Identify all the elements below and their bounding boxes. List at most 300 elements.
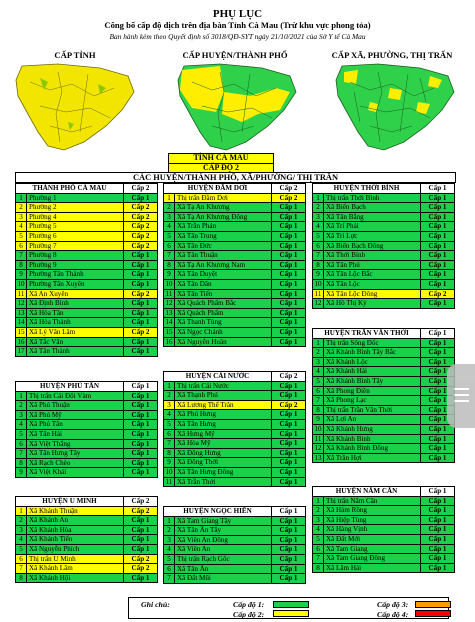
- commune-level: Cấp 1: [421, 339, 455, 349]
- row-index: 10: [313, 280, 324, 290]
- row-index: 10: [313, 425, 324, 435]
- table-row: [16, 318, 158, 328]
- table-row: [313, 358, 455, 368]
- table-row: [164, 328, 306, 338]
- commune-name: Xã Tân Tiến: [175, 290, 272, 300]
- table-row: [313, 525, 455, 535]
- commune-name: Xã Đất Mũi: [175, 574, 272, 584]
- table-row: [164, 318, 306, 328]
- commune-name: Xã Đông Hưng: [175, 449, 272, 459]
- commune-level: Cấp 1: [421, 415, 455, 425]
- commune-level: Cấp 1: [272, 280, 306, 290]
- row-index: 7: [313, 396, 324, 406]
- legend-level-3-swatch: [415, 601, 451, 608]
- district-table-ngoc-hien: [163, 506, 306, 584]
- document-heading: Công bố cấp độ dịch trên địa bàn Tỉnh Cà Mau (Trừ khu vực phong tỏa): [104, 20, 371, 30]
- row-index: 4: [313, 367, 324, 377]
- table-row: [16, 526, 158, 536]
- commune-level: Cấp 1: [272, 328, 306, 338]
- table-row: [313, 242, 455, 252]
- commune-level: Cấp 1: [272, 299, 306, 309]
- row-index: 4: [16, 535, 27, 545]
- commune-level: Cấp 1: [421, 425, 455, 435]
- commune-level: Cấp 1: [272, 203, 306, 213]
- table-row: [313, 348, 455, 358]
- commune-level: Cấp 1: [421, 535, 455, 545]
- district-table-nam-can: [312, 486, 455, 573]
- commune-name: Xã Hòa Tân: [27, 309, 124, 319]
- commune-name: Xã Khánh Bình Đông: [324, 444, 421, 454]
- row-index: 3: [16, 213, 27, 223]
- commune-level: Cấp 1: [272, 565, 306, 575]
- commune-name: Phường 8: [27, 251, 124, 261]
- row-index: 2: [16, 203, 27, 213]
- commune-level: Cấp 1: [421, 545, 455, 555]
- commune-level: Cấp 1: [421, 444, 455, 454]
- commune-level: Cấp 1: [124, 261, 158, 271]
- commune-level: Cấp 1: [124, 535, 158, 545]
- commune-name: Xã Biển Bạch: [324, 203, 421, 213]
- commune-name: Phường 6: [27, 232, 124, 242]
- commune-level: Cấp 1: [421, 506, 455, 516]
- commune-level: Cấp 1: [421, 270, 455, 280]
- district-table-tran-van-thoi: [312, 328, 455, 463]
- table-row: [16, 251, 158, 261]
- table-row: [313, 232, 455, 242]
- table-row: [164, 338, 306, 348]
- commune-name: Xã Tam Giang: [324, 545, 421, 555]
- district-name: HUYỆN THỚI BÌNH: [313, 184, 421, 194]
- row-index: 4: [313, 525, 324, 535]
- row-index: 14: [16, 318, 27, 328]
- row-index: 1: [16, 392, 27, 402]
- commune-name: Xã Biển Bạch Đông: [324, 242, 421, 252]
- district-name: HUYỆN U MINH: [16, 497, 124, 507]
- commune-name: Xã Hòa Mỹ: [175, 439, 272, 449]
- table-row: [16, 213, 158, 223]
- row-index: 8: [313, 564, 324, 574]
- commune-name: Thị trấn Cái Nước: [175, 382, 272, 392]
- commune-name: Xã Việt Thắng: [27, 440, 124, 450]
- row-index: 15: [16, 328, 27, 338]
- table-row: [16, 564, 158, 574]
- commune-level: Cấp 1: [421, 213, 455, 223]
- commune-name: Xã Trần Thới: [175, 478, 272, 488]
- row-index: 6: [16, 555, 27, 565]
- table-row: [313, 270, 455, 280]
- commune-level: Cấp 2: [124, 564, 158, 574]
- legend-level-4-swatch: [415, 610, 451, 617]
- commune-level: Cấp 1: [272, 261, 306, 271]
- row-index: 5: [164, 232, 175, 242]
- commune-level: Cấp 1: [272, 232, 306, 242]
- table-header-row: [313, 329, 455, 339]
- commune-name: Xã Phong Lạc: [324, 396, 421, 406]
- commune-name: Xã Hòa Thành: [27, 318, 124, 328]
- commune-name: Xã Khánh Hòa: [27, 526, 124, 536]
- commune-level: Cấp 1: [421, 242, 455, 252]
- table-row: [313, 194, 455, 204]
- commune-level: Cấp 1: [272, 536, 306, 546]
- row-index: 6: [313, 242, 324, 252]
- row-index: 2: [313, 203, 324, 213]
- commune-name: Xã Tân Đức: [175, 242, 272, 252]
- commune-name: Xã Phú Thuận: [27, 401, 124, 411]
- commune-level: Cấp 1: [124, 440, 158, 450]
- legend-level-2-swatch: [273, 610, 309, 617]
- commune-level: Cấp 1: [272, 574, 306, 584]
- table-row: [164, 280, 306, 290]
- table-header-row: [164, 507, 306, 517]
- commune-name: Phường 7: [27, 242, 124, 252]
- commune-name: Xã Rạch Chèo: [27, 459, 124, 469]
- commune-name: Phường 1: [27, 194, 124, 204]
- table-row: [164, 299, 306, 309]
- commune-name: Xã Tắc Vân: [27, 338, 124, 348]
- district-level: Cấp 1: [124, 382, 158, 392]
- commune-name: Phường 2: [27, 203, 124, 213]
- province-map: [10, 62, 138, 152]
- row-index: 6: [164, 242, 175, 252]
- commune-level: Cấp 1: [272, 222, 306, 232]
- commune-name: Xã Ngọc Chánh: [175, 328, 272, 338]
- row-index: 11: [313, 435, 324, 445]
- commune-level: Cấp 2: [272, 194, 306, 204]
- table-row: [164, 251, 306, 261]
- table-row: [16, 440, 158, 450]
- district-name: THÀNH PHỐ CÀ MAU: [16, 184, 124, 194]
- commune-name: Xã Thới Bình: [324, 251, 421, 261]
- table-row: [313, 406, 455, 416]
- commune-name: Xã Tân Dân: [175, 280, 272, 290]
- table-row: [164, 309, 306, 319]
- district-table-thoi-binh: [312, 183, 455, 309]
- table-row: [164, 526, 306, 536]
- commune-name: Xã Khánh Lâm: [27, 564, 124, 574]
- row-index: 8: [164, 449, 175, 459]
- row-index: 8: [16, 574, 27, 584]
- commune-name: Xã Tân Trung: [175, 232, 272, 242]
- commune-level: Cấp 1: [124, 280, 158, 290]
- table-row: [16, 574, 158, 584]
- commune-level: Cấp 1: [421, 194, 455, 204]
- table-row: [16, 347, 158, 357]
- table-row: [313, 280, 455, 290]
- table-row: [16, 555, 158, 565]
- legend-level-1-label: Cấp độ 1:: [233, 600, 265, 609]
- commune-name: Xã Tân Hưng Đông: [175, 468, 272, 478]
- commune-level: Cấp 1: [421, 348, 455, 358]
- commune-level: Cấp 1: [421, 261, 455, 271]
- commune-level: Cấp 1: [124, 270, 158, 280]
- commune-level: Cấp 2: [124, 213, 158, 223]
- table-header-row: [164, 372, 306, 382]
- row-index: 7: [16, 449, 27, 459]
- table-row: [313, 203, 455, 213]
- province-name: TỈNH CÀ MAU: [168, 153, 274, 163]
- row-index: 8: [313, 406, 324, 416]
- table-row: [16, 242, 158, 252]
- table-row: [164, 290, 306, 300]
- commune-level: Cấp 1: [124, 516, 158, 526]
- commune-name: Xã Trần Hợi: [324, 454, 421, 464]
- row-index: 17: [16, 347, 27, 357]
- commune-name: Xã Quách Phẩm: [175, 309, 272, 319]
- menu-line-icon: [454, 400, 469, 402]
- row-index: 4: [164, 410, 175, 420]
- row-index: 2: [16, 516, 27, 526]
- table-row: [16, 222, 158, 232]
- row-index: 7: [313, 554, 324, 564]
- row-index: 16: [164, 338, 175, 348]
- commune-level: Cấp 1: [421, 525, 455, 535]
- row-index: 4: [313, 222, 324, 232]
- floating-menu-handle[interactable]: [447, 364, 475, 428]
- table-row: [16, 516, 158, 526]
- row-index: 9: [164, 458, 175, 468]
- row-index: 2: [313, 348, 324, 358]
- row-index: 7: [16, 251, 27, 261]
- row-index: 10: [16, 280, 27, 290]
- table-row: [16, 535, 158, 545]
- table-row: [16, 280, 158, 290]
- district-level: Cấp 2: [124, 184, 158, 194]
- menu-line-icon: [454, 394, 469, 396]
- commune-name: Xã Tân Bằng: [324, 213, 421, 223]
- commune-level: Cấp 1: [421, 203, 455, 213]
- commune-level: Cấp 2: [272, 401, 306, 411]
- row-index: 15: [164, 328, 175, 338]
- commune-name: Thị trấn Sông Đốc: [324, 339, 421, 349]
- table-row: [16, 449, 158, 459]
- commune-name: Xã Phú Mỹ: [27, 411, 124, 421]
- commune-name: Xã Đông Thới: [175, 458, 272, 468]
- table-row: [16, 411, 158, 421]
- row-index: 13: [164, 309, 175, 319]
- commune-level: Cấp 1: [124, 468, 158, 478]
- table-row: [164, 545, 306, 555]
- commune-level: Cấp 1: [421, 358, 455, 368]
- legend-level-2-label: Cấp độ 2:: [233, 610, 265, 619]
- commune-level: Cấp 1: [124, 411, 158, 421]
- commune-name: Xã Thanh Tùng: [175, 318, 272, 328]
- row-index: 6: [164, 430, 175, 440]
- commune-level: Cấp 1: [272, 555, 306, 565]
- row-index: 9: [164, 270, 175, 280]
- commune-name: Xã Khánh Hội: [27, 574, 124, 584]
- row-index: 6: [313, 387, 324, 397]
- commune-map: [330, 62, 458, 152]
- table-row: [16, 430, 158, 440]
- table-header-row: [313, 487, 455, 497]
- commune-name: Xã Khánh Bình Tây Bắc: [324, 348, 421, 358]
- commune-name: Xã Lợi An: [324, 415, 421, 425]
- commune-level: Cấp 1: [272, 439, 306, 449]
- row-index: 7: [164, 251, 175, 261]
- commune-level: Cấp 1: [124, 574, 158, 584]
- commune-level: Cấp 1: [421, 232, 455, 242]
- table-row: [313, 425, 455, 435]
- row-index: 5: [16, 232, 27, 242]
- map-label-commune: CẤP XÃ, PHƯỜNG, THỊ TRẤN: [331, 50, 453, 60]
- table-row: [16, 203, 158, 213]
- table-row: [164, 242, 306, 252]
- commune-name: Xã Tân Ân: [175, 565, 272, 575]
- commune-name: Xã Khánh Hưng: [324, 425, 421, 435]
- commune-level: Cấp 1: [124, 347, 158, 357]
- table-row: [313, 290, 455, 300]
- row-index: 2: [164, 526, 175, 536]
- row-index: 12: [313, 299, 324, 309]
- commune-name: Xã Tân Ân Tây: [175, 526, 272, 536]
- commune-name: Xã Hiệp Tùng: [324, 516, 421, 526]
- commune-name: Phường 5: [27, 222, 124, 232]
- legend: [128, 597, 449, 619]
- commune-name: Thị trấn Rạch Gốc: [175, 555, 272, 565]
- table-row: [16, 328, 158, 338]
- row-index: 1: [16, 507, 27, 517]
- commune-name: Xã Lý Văn Lâm: [27, 328, 124, 338]
- commune-level: Cấp 1: [272, 290, 306, 300]
- commune-level: Cấp 1: [124, 338, 158, 348]
- commune-name: Xã Tân Hưng: [175, 420, 272, 430]
- commune-level: Cấp 2: [124, 507, 158, 517]
- row-index: 6: [16, 242, 27, 252]
- commune-name: Xã Tân Lộc: [324, 280, 421, 290]
- commune-level: Cấp 1: [272, 391, 306, 401]
- commune-level: Cấp 1: [272, 309, 306, 319]
- commune-level: Cấp 1: [272, 213, 306, 223]
- commune-name: Thị trấn Trần Văn Thời: [324, 406, 421, 416]
- row-index: 4: [16, 420, 27, 430]
- table-row: [164, 430, 306, 440]
- table-row: [164, 468, 306, 478]
- row-index: 3: [164, 213, 175, 223]
- row-index: 5: [16, 545, 27, 555]
- table-row: [313, 396, 455, 406]
- table-row: [16, 261, 158, 271]
- district-level: Cấp 1: [421, 184, 455, 194]
- commune-level: Cấp 1: [421, 554, 455, 564]
- commune-name: Xã Tân Thuận: [175, 251, 272, 261]
- commune-name: Xã Việt Khái: [27, 468, 124, 478]
- commune-level: Cấp 1: [421, 454, 455, 464]
- commune-level: Cấp 2: [124, 555, 158, 565]
- table-row: [16, 309, 158, 319]
- district-name: HUYỆN CÁI NƯỚC: [164, 372, 272, 382]
- district-table-cai-nuoc: [163, 371, 306, 487]
- table-row: [16, 232, 158, 242]
- commune-name: Xã Viên An Đông: [175, 536, 272, 546]
- district-table-dam-doi: [163, 183, 306, 347]
- table-header-row: [16, 184, 158, 194]
- commune-level: Cấp 1: [272, 478, 306, 488]
- commune-level: Cấp 1: [124, 299, 158, 309]
- district-name: HUYỆN NĂM CĂN: [313, 487, 421, 497]
- commune-name: Xã Tam Giang Tây: [175, 517, 272, 527]
- commune-level: Cấp 1: [272, 242, 306, 252]
- row-index: 1: [16, 194, 27, 204]
- commune-name: Xã Khánh Bình: [324, 435, 421, 445]
- row-index: 1: [313, 497, 324, 507]
- commune-level: Cấp 1: [272, 382, 306, 392]
- row-index: 5: [164, 420, 175, 430]
- commune-level: Cấp 1: [272, 468, 306, 478]
- commune-name: Xã Viên An: [175, 545, 272, 555]
- district-name: HUYỆN TRẦN VĂN THỜI: [313, 329, 421, 339]
- commune-name: Thị trấn Cái Đôi Vàm: [27, 392, 124, 402]
- table-row: [313, 554, 455, 564]
- commune-name: Phường Tân Xuyên: [27, 280, 124, 290]
- row-index: 3: [16, 411, 27, 421]
- table-row: [164, 420, 306, 430]
- commune-level: Cấp 1: [124, 309, 158, 319]
- commune-level: Cấp 1: [272, 318, 306, 328]
- commune-level: Cấp 1: [124, 430, 158, 440]
- legend-level-1-swatch: [273, 601, 309, 608]
- district-level: Cấp 2: [272, 184, 306, 194]
- row-index: 2: [164, 203, 175, 213]
- commune-name: Xã Hưng Mỹ: [175, 430, 272, 440]
- table-row: [164, 213, 306, 223]
- commune-name: Xã Khánh An: [27, 516, 124, 526]
- legend-level-3-label: Cấp độ 3:: [377, 600, 409, 609]
- commune-name: Xã Tam Giang Đông: [324, 554, 421, 564]
- row-index: 14: [164, 318, 175, 328]
- row-index: 6: [16, 440, 27, 450]
- row-index: 2: [164, 391, 175, 401]
- row-index: 5: [164, 555, 175, 565]
- table-row: [164, 478, 306, 488]
- commune-level: Cấp 1: [421, 564, 455, 574]
- row-index: 11: [16, 290, 27, 300]
- row-index: 9: [313, 415, 324, 425]
- commune-name: Xã Thạnh Phú: [175, 391, 272, 401]
- commune-level: Cấp 1: [124, 526, 158, 536]
- table-row: [313, 251, 455, 261]
- commune-level: Cấp 1: [421, 222, 455, 232]
- district-level: Cấp 2: [124, 497, 158, 507]
- row-index: 5: [313, 232, 324, 242]
- commune-level: Cấp 2: [124, 328, 158, 338]
- row-index: 3: [313, 358, 324, 368]
- commune-level: Cấp 2: [421, 290, 455, 300]
- row-index: 2: [16, 401, 27, 411]
- table-row: [16, 420, 158, 430]
- commune-name: Xã Khánh Bình Tây: [324, 377, 421, 387]
- row-index: 8: [313, 261, 324, 271]
- table-header-row: [16, 497, 158, 507]
- commune-name: Xã An Xuyên: [27, 290, 124, 300]
- commune-name: Xã Đất Mới: [324, 535, 421, 545]
- row-index: 10: [164, 280, 175, 290]
- row-index: 2: [313, 506, 324, 516]
- commune-level: Cấp 2: [124, 232, 158, 242]
- commune-name: Xã Nguyễn Phích: [27, 545, 124, 555]
- commune-name: Xã Lâm Hải: [324, 564, 421, 574]
- commune-name: Thị trấn Năm Căn: [324, 497, 421, 507]
- province-level: CẤP ĐỘ 2: [168, 163, 274, 173]
- commune-level: Cấp 1: [421, 435, 455, 445]
- commune-name: Phường Tân Thành: [27, 270, 124, 280]
- legend-label: Ghi chú:: [141, 600, 170, 609]
- commune-level: Cấp 1: [124, 392, 158, 402]
- commune-level: Cấp 1: [272, 420, 306, 430]
- table-row: [313, 435, 455, 445]
- commune-level: Cấp 1: [421, 377, 455, 387]
- commune-name: Xã Phú Hưng: [175, 410, 272, 420]
- district-map: [172, 62, 300, 152]
